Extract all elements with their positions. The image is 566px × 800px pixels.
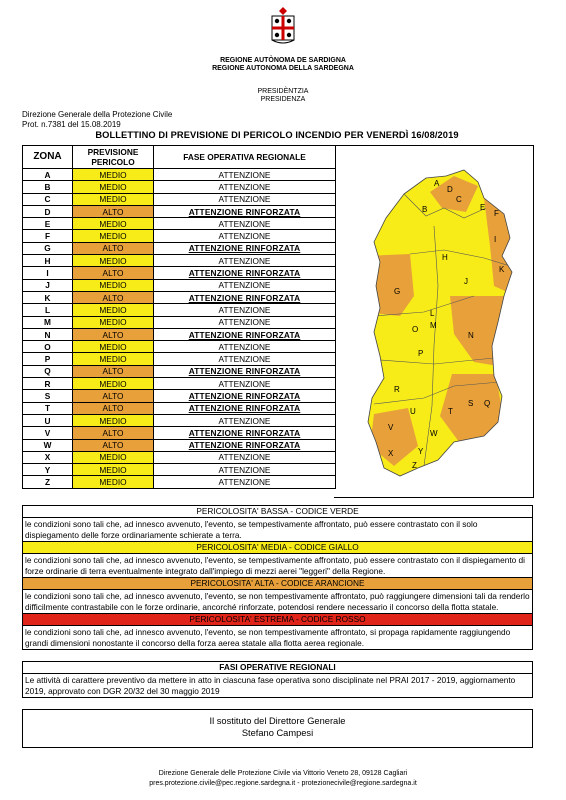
- legend-media-text: le condizioni sono tali che, ad innesco avvenuto, l'evento, se tempestivamente affrontato, può essere contrastato con il dispiegamento di forze ordinarie di terra eventualmente integrato dall'impiego di mezzi aerei "leggeri" della Regione.: [23, 554, 532, 578]
- zone-level: MEDIO: [73, 193, 154, 205]
- zone-letter: F: [23, 230, 73, 242]
- map-label-h: H: [442, 253, 448, 262]
- map-label-f: F: [494, 209, 499, 218]
- legend-bassa-head: PERICOLOSITA' BASSA - CODICE VERDE: [23, 506, 532, 518]
- table-row: [23, 414, 336, 426]
- zone-level: ALTO: [73, 267, 154, 279]
- zone-level: MEDIO: [73, 316, 154, 328]
- zone-fase: ATTENZIONE: [154, 169, 336, 181]
- zone-level: MEDIO: [73, 181, 154, 193]
- col-fase-header: FASE OPERATIVA REGIONALE: [154, 146, 336, 169]
- zone-level: ALTO: [73, 439, 154, 451]
- table-row: [23, 328, 336, 340]
- zone-fase: ATTENZIONE: [154, 378, 336, 390]
- zone-fase: ATTENZIONE RINFORZATA: [154, 439, 336, 451]
- table-row: [23, 255, 336, 267]
- zone-level: ALTO: [73, 291, 154, 303]
- table-row: [23, 439, 336, 451]
- zone-fase: ATTENZIONE RINFORZATA: [154, 291, 336, 303]
- presidency-sardinian: PRESIDÈNTZIA: [257, 88, 309, 95]
- zone-fase: ATTENZIONE: [154, 341, 336, 353]
- zone-fase: ATTENZIONE: [154, 304, 336, 316]
- legend-media-head: PERICOLOSITA' MEDIA - CODICE GIALLO: [23, 542, 532, 554]
- zone-letter: D: [23, 205, 73, 217]
- map-label-j: J: [464, 277, 468, 286]
- zone-fase: ATTENZIONE: [154, 218, 336, 230]
- zone-fase: ATTENZIONE: [154, 414, 336, 426]
- zone-level: ALTO: [73, 427, 154, 439]
- map-label-n: N: [468, 331, 474, 340]
- map-label-r: R: [394, 385, 400, 394]
- map-label-c: C: [456, 195, 462, 204]
- table-row: [23, 353, 336, 365]
- zone-level: MEDIO: [73, 341, 154, 353]
- zone-level: MEDIO: [73, 279, 154, 291]
- table-row: [23, 242, 336, 254]
- table-row: [23, 464, 336, 476]
- fasi-heading: FASI OPERATIVE REGIONALI: [23, 662, 532, 674]
- table-row: [23, 476, 336, 488]
- presidency-italian: PRESIDENZA: [260, 96, 306, 103]
- zone-level: ALTO: [73, 328, 154, 340]
- department-name: Direzione Generale della Protezione Civile: [22, 110, 173, 119]
- zone-fase: ATTENZIONE: [154, 193, 336, 205]
- zone-letter: E: [23, 218, 73, 230]
- zone-fase: ATTENZIONE: [154, 181, 336, 193]
- zone-table: [22, 145, 336, 489]
- zone-letter: K: [23, 291, 73, 303]
- map-label-y: Y: [418, 447, 424, 456]
- zone-fase: ATTENZIONE: [154, 279, 336, 291]
- zone-fase: ATTENZIONE RINFORZATA: [154, 402, 336, 414]
- sardinia-crest-icon: [269, 6, 297, 46]
- map-label-t: T: [448, 407, 453, 416]
- zone-letter: B: [23, 181, 73, 193]
- zone-fase: ATTENZIONE: [154, 476, 336, 488]
- zone-letter: W: [23, 439, 73, 451]
- map-label-z: Z: [412, 461, 417, 470]
- footer-emails: pres.protezione.civile@pec.regione.sardegna.it - protezionecivile@regione.sardegna.it: [149, 780, 417, 787]
- zone-letter: O: [23, 341, 73, 353]
- zone-letter: P: [23, 353, 73, 365]
- zone-letter: C: [23, 193, 73, 205]
- zone-letter: Y: [23, 464, 73, 476]
- table-row: [23, 316, 336, 328]
- zone-fase: ATTENZIONE: [154, 464, 336, 476]
- legend-estrema-head: PERICOLOSITA' ESTREMA - CODICE ROSSO: [23, 614, 532, 626]
- table-row: [23, 291, 336, 303]
- zone-fase: ATTENZIONE: [154, 451, 336, 463]
- zone-level: MEDIO: [73, 464, 154, 476]
- sardinia-zone-map: [334, 146, 533, 498]
- map-label-q: Q: [484, 399, 491, 408]
- table-row: [23, 378, 336, 390]
- map-label-p: P: [418, 349, 424, 358]
- zone-level: MEDIO: [73, 230, 154, 242]
- map-label-g: G: [394, 287, 401, 296]
- table-row: [23, 427, 336, 439]
- zone-level: ALTO: [73, 390, 154, 402]
- map-label-i: I: [494, 235, 497, 244]
- table-row: [23, 390, 336, 402]
- legend-bassa-text: le condizioni sono tali che, ad innesco avvenuto, l'evento, se tempestivamente affrontato, può essere contrastato con il solo dispiegamento delle forze ordinariamente schierate a terra.: [23, 518, 532, 542]
- zone-fase: ATTENZIONE: [154, 353, 336, 365]
- map-label-x: X: [388, 449, 394, 458]
- zone-letter: S: [23, 390, 73, 402]
- zone-level: ALTO: [73, 242, 154, 254]
- protocol-number: Prot. n.7381 del 15.08.2019: [22, 120, 121, 129]
- signature-role: Il sostituto del Direttore Generale: [209, 716, 346, 726]
- zone-level: ALTO: [73, 365, 154, 377]
- zone-fase: ATTENZIONE RINFORZATA: [154, 328, 336, 340]
- zone-letter: I: [23, 267, 73, 279]
- operative-phases-box: [22, 661, 533, 698]
- bulletin-title: BOLLETTINO DI PREVISIONE DI PERICOLO INCENDIO PER VENERDÌ 16/08/2019: [95, 130, 459, 140]
- zone-level: MEDIO: [73, 353, 154, 365]
- table-row: [23, 193, 336, 205]
- map-label-k: K: [499, 265, 505, 274]
- zone-level: MEDIO: [73, 451, 154, 463]
- zone-letter: N: [23, 328, 73, 340]
- signature-box: [22, 709, 533, 748]
- legend-alta-head: PERICOLOSITA' ALTA - CODICE ARANCIONE: [23, 578, 532, 590]
- table-row: [23, 205, 336, 217]
- table-row: [23, 304, 336, 316]
- map-label-v: V: [388, 423, 394, 432]
- zone-table-body: [23, 169, 336, 489]
- table-row: [23, 451, 336, 463]
- zone-letter: G: [23, 242, 73, 254]
- zone-level: ALTO: [73, 205, 154, 217]
- zone-letter: X: [23, 451, 73, 463]
- map-label-o: O: [412, 325, 419, 334]
- zone-level: MEDIO: [73, 255, 154, 267]
- zone-letter: R: [23, 378, 73, 390]
- legend-alta-text: le condizioni sono tali che, ad innesco avvenuto, l'evento, se non tempestivamente affrontato, può raggiungere dimensioni tali da renderlo difficilmente contrastabile con le forze ordinarie, ancorché rinforzate, potendosi rendere necessario il concorso della flotta statale.: [23, 590, 532, 614]
- sardinia-map-frame: [334, 145, 534, 498]
- map-label-l: L: [430, 309, 435, 318]
- map-label-e: E: [480, 203, 486, 212]
- map-label-s: S: [468, 399, 474, 408]
- fasi-text: Le attività di carattere preventivo da mettere in atto in ciascuna fase operativa sono disciplinate nel PRAI 2017 - 2019, aggiornamento 2019, approvato con DGR 20/32 del 30 maggio 2019: [25, 675, 516, 696]
- zone-level: MEDIO: [73, 218, 154, 230]
- zone-fase: ATTENZIONE RINFORZATA: [154, 267, 336, 279]
- zone-letter: A: [23, 169, 73, 181]
- table-row: [23, 230, 336, 242]
- table-row: [23, 181, 336, 193]
- col-zone-header: ZONA: [23, 146, 73, 169]
- map-label-m: M: [430, 321, 437, 330]
- zone-level: MEDIO: [73, 304, 154, 316]
- zone-level: MEDIO: [73, 414, 154, 426]
- zone-fase: ATTENZIONE RINFORZATA: [154, 427, 336, 439]
- zone-fase: ATTENZIONE RINFORZATA: [154, 242, 336, 254]
- zone-table-header: [23, 146, 336, 169]
- table-row: [23, 267, 336, 279]
- map-label-w: W: [430, 429, 438, 438]
- footer-address: Direzione Generale delle Protezione Civile via Vittorio Veneto 28, 09128 Cagliari: [158, 770, 408, 777]
- table-row: [23, 218, 336, 230]
- zone-letter: M: [23, 316, 73, 328]
- col-prev-header: PREVISIONE PERICOLO: [73, 146, 154, 169]
- zone-fase: ATTENZIONE: [154, 230, 336, 242]
- zone-letter: H: [23, 255, 73, 267]
- region-name-italian: REGIONE AUTONOMA DELLA SARDEGNA: [212, 65, 354, 72]
- zone-fase: ATTENZIONE: [154, 316, 336, 328]
- zone-fase: ATTENZIONE RINFORZATA: [154, 205, 336, 217]
- table-row: [23, 169, 336, 181]
- zone-level: MEDIO: [73, 378, 154, 390]
- table-row: [23, 341, 336, 353]
- zone-fase: ATTENZIONE: [154, 255, 336, 267]
- zone-letter: U: [23, 414, 73, 426]
- zone-letter: V: [23, 427, 73, 439]
- zone-level: MEDIO: [73, 476, 154, 488]
- zone-letter: T: [23, 402, 73, 414]
- map-label-d: D: [447, 185, 453, 194]
- table-row: [23, 402, 336, 414]
- table-row: [23, 279, 336, 291]
- zone-letter: Z: [23, 476, 73, 488]
- map-label-b: B: [422, 205, 428, 214]
- zone-letter: L: [23, 304, 73, 316]
- map-label-a: A: [434, 179, 440, 188]
- hazard-legend: [22, 505, 533, 650]
- zone-level: ALTO: [73, 402, 154, 414]
- zone-level: MEDIO: [73, 169, 154, 181]
- legend-estrema-text: le condizioni sono tali che, ad innesco avvenuto, l'evento, se non tempestivamente affrontato, si propaga rapidamente raggiungendo grandi dimensioni nonostante il concorso della forza aerea statale alla flotta aerea regionale.: [25, 627, 511, 648]
- map-label-u: U: [410, 407, 416, 416]
- region-name-sardinian: REGIONE AUTÒNOMA DE SARDIGNA: [220, 57, 346, 64]
- zone-fase: ATTENZIONE RINFORZATA: [154, 365, 336, 377]
- signature-name: Stefano Campesi: [241, 728, 314, 738]
- table-row: [23, 365, 336, 377]
- zone-letter: J: [23, 279, 73, 291]
- zone-fase: ATTENZIONE RINFORZATA: [154, 390, 336, 402]
- zone-g-area: [364, 254, 414, 316]
- zone-letter: Q: [23, 365, 73, 377]
